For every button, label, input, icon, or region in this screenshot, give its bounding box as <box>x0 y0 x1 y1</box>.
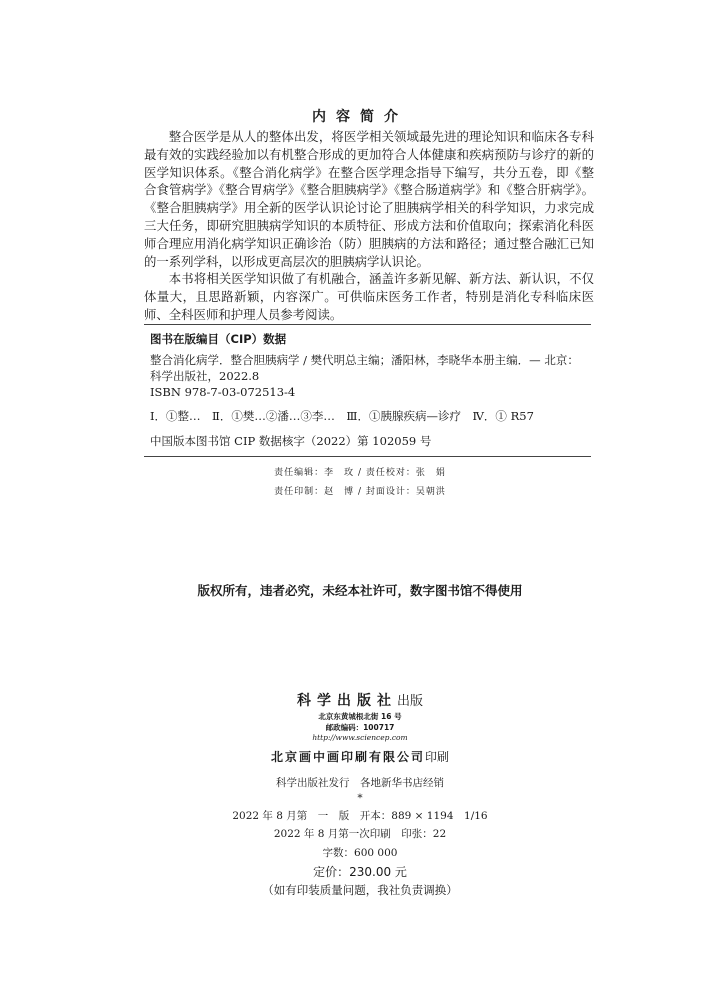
price: 定价：230.00 元 <box>313 865 407 879</box>
cip-title: 图书在版编目（CIP）数据 <box>150 332 287 346</box>
edition-info: 2022 年 8 月第 一 版 开本：889 × 1194 1/16 <box>232 810 488 822</box>
separator-star: * <box>357 792 363 804</box>
publisher-name: 科学出版社 <box>296 693 397 709</box>
publisher-address: 北京东黄城根北街 16 号 <box>318 712 402 721</box>
printer-suffix: 印刷 <box>425 750 450 764</box>
publisher-line <box>0 690 720 710</box>
distribution: 科学出版社发行 各地新华书店经销 <box>276 777 444 789</box>
cip-entry: 整合消化病学．整合胆胰病学 / 樊代明总主编；潘阳林，李晓华本册主编．— 北京：科学出版社，2022.8 <box>150 353 579 383</box>
intro-text <box>144 128 594 324</box>
word-count: 字数：600 000 <box>322 847 398 859</box>
publisher-url: http://www.sciencep.com <box>312 733 408 742</box>
printer-name: 北京画中画印刷有限公司 <box>270 750 425 764</box>
copyright-notice: 版权所有，违者必究，未经本社许可，数字图书馆不得使用 <box>197 583 523 598</box>
credits-production: 责任印制：赵 博 / 封面设计：吴朝洪 <box>274 487 446 497</box>
printing-info: 2022 年 8 月第一次印刷 印张：22 <box>273 828 447 840</box>
publisher-suffix: 出版 <box>396 694 423 709</box>
intro-title: 内容简介 <box>312 109 408 125</box>
cip-bottom-rule <box>144 456 591 457</box>
intro-paragraph-2: 本书将相关医学知识做了有机融合，涵盖许多新见解、新方法、新认识，不仅体量大，且思路新颖，内容深广。可供临床医务工作者，特别是消化专科临床医师、全科医师和护理人员参考阅读。 <box>144 271 594 322</box>
publisher-postcode: 邮政编码：100717 <box>325 723 395 732</box>
quality-notice: （如有印装质量问题，我社负责调换） <box>262 883 458 897</box>
intro-paragraph-1: 整合医学是从人的整体出发，将医学相关领域最先进的理论知识和临床各专科最有效的实践经验加以有机整合形成的更加符合人体健康和疾病预防与诊疗的新的医学知识体系。《整合消化病学》在整合医学理念指导下编写，共分五卷，即《整合食管病学》《整合胃病学》《整合胆胰病学》《整合肠道病学》和《整合肝病学》。《整合胆胰病学》用全新的医学认识论讨论了胆胰病学相关的科学知识，力求完成三大任务，即研究胆胰病学知识的本质特征、形成方法和价值取向；探索消化科医师合理应用消化病学知识正确诊治（防）胆胰病的方法和路径；通过整合融汇已知的一系列学科，以形成更高层次的胆胰病学认识论。 <box>144 129 594 269</box>
printer-line <box>0 748 720 765</box>
credits-editors: 责任编辑：李 玫 / 责任校对：张 娟 <box>274 468 446 478</box>
cip-top-rule <box>144 324 591 325</box>
cip-library-number: 中国版本图书馆 CIP 数据核字（2022）第 102059 号 <box>150 434 432 448</box>
cip-isbn: ISBN 978-7-03-072513-4 <box>150 385 296 399</box>
cip-classification: Ⅰ．①整… Ⅱ．①樊…②潘…③李… Ⅲ．①胰腺疾病—诊疗 Ⅳ．① R57 <box>150 409 534 423</box>
